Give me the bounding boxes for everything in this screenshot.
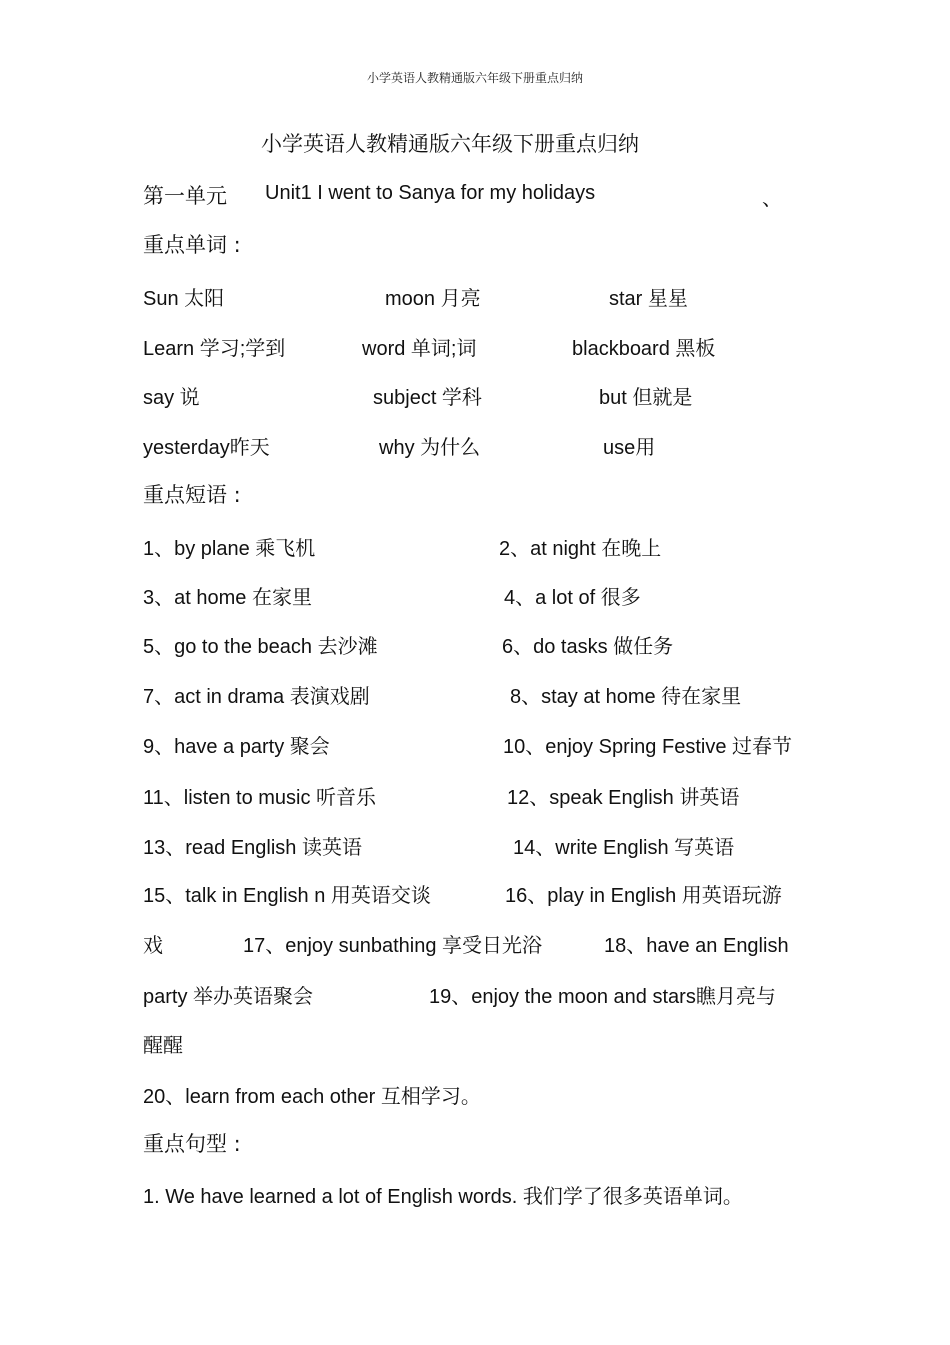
document-title: 小学英语人教精通版六年级下册重点归纳 bbox=[261, 132, 639, 156]
word-item: say 说 bbox=[143, 387, 200, 409]
page-header: 小学英语人教精通版六年级下册重点归纳 bbox=[366, 71, 583, 85]
phrase-item: 8、stay at home 待在家里 bbox=[510, 686, 742, 708]
sentence-item: 1. We have learned a lot of English words. 我们学了很多英语单词。 bbox=[143, 1186, 743, 1208]
word-item: why 为什么 bbox=[379, 437, 481, 459]
phrase-item: 17、enjoy sunbathing 享受日光浴 bbox=[243, 935, 543, 957]
phrase-item: 19、enjoy the moon and stars瞧月亮与 bbox=[429, 986, 776, 1008]
word-item: yesterday昨天 bbox=[143, 437, 270, 459]
word-item: subject 学科 bbox=[373, 387, 482, 409]
section-heading-sentences: 重点句型 : bbox=[143, 1132, 241, 1156]
phrase-item: 13、read English 读英语 bbox=[143, 837, 362, 859]
word-item: use用 bbox=[603, 437, 656, 459]
phrase-item: 3、at home 在家里 bbox=[143, 587, 312, 609]
phrase-item: 5、go to the beach 去沙滩 bbox=[143, 636, 378, 658]
phrase-item: 14、write English 写英语 bbox=[513, 837, 735, 859]
word-item: Sun 太阳 bbox=[143, 288, 225, 310]
phrase-item: 6、do tasks 做任务 bbox=[502, 636, 674, 658]
unit-name: Unit1 I went to Sanya for my holidays bbox=[265, 182, 596, 204]
phrase-item: 醒醒 bbox=[143, 1035, 183, 1057]
phrase-item: 20、learn from each other 互相学习。 bbox=[143, 1086, 481, 1108]
phrase-item: 10、enjoy Spring Festive 过春节 bbox=[503, 736, 793, 758]
phrase-item: 12、speak English 讲英语 bbox=[507, 787, 740, 809]
phrase-item: 11、listen to music 听音乐 bbox=[143, 787, 377, 809]
phrase-item: 1、by plane 乘飞机 bbox=[143, 538, 316, 560]
phrase-item: 18、have an English bbox=[604, 935, 789, 957]
word-item: but 但就是 bbox=[599, 387, 693, 409]
word-item: blackboard 黑板 bbox=[572, 338, 716, 360]
phrase-item: 戏 bbox=[143, 935, 163, 957]
phrase-item: 16、play in English 用英语玩游 bbox=[505, 885, 782, 907]
phrase-item: 4、a lot of 很多 bbox=[504, 587, 641, 609]
section-heading-phrases: 重点短语 : bbox=[143, 483, 241, 507]
word-item: moon 月亮 bbox=[385, 288, 481, 310]
phrase-item: party 举办英语聚会 bbox=[143, 986, 314, 1008]
section-heading-words: 重点单词 : bbox=[143, 233, 241, 257]
word-item: word 单词;词 bbox=[362, 338, 477, 360]
phrase-item: 7、act in drama 表演戏剧 bbox=[143, 686, 370, 708]
phrase-item: 2、at night 在晚上 bbox=[499, 538, 662, 560]
phrase-item: 15、talk in English n 用英语交谈 bbox=[143, 885, 431, 907]
phrase-item: 9、have a party 聚会 bbox=[143, 736, 330, 758]
unit-label: 第一单元 bbox=[143, 184, 227, 208]
word-item: Learn 学习;学到 bbox=[143, 338, 286, 360]
unit-mark: 、 bbox=[762, 188, 782, 210]
word-item: star 星星 bbox=[609, 288, 688, 310]
